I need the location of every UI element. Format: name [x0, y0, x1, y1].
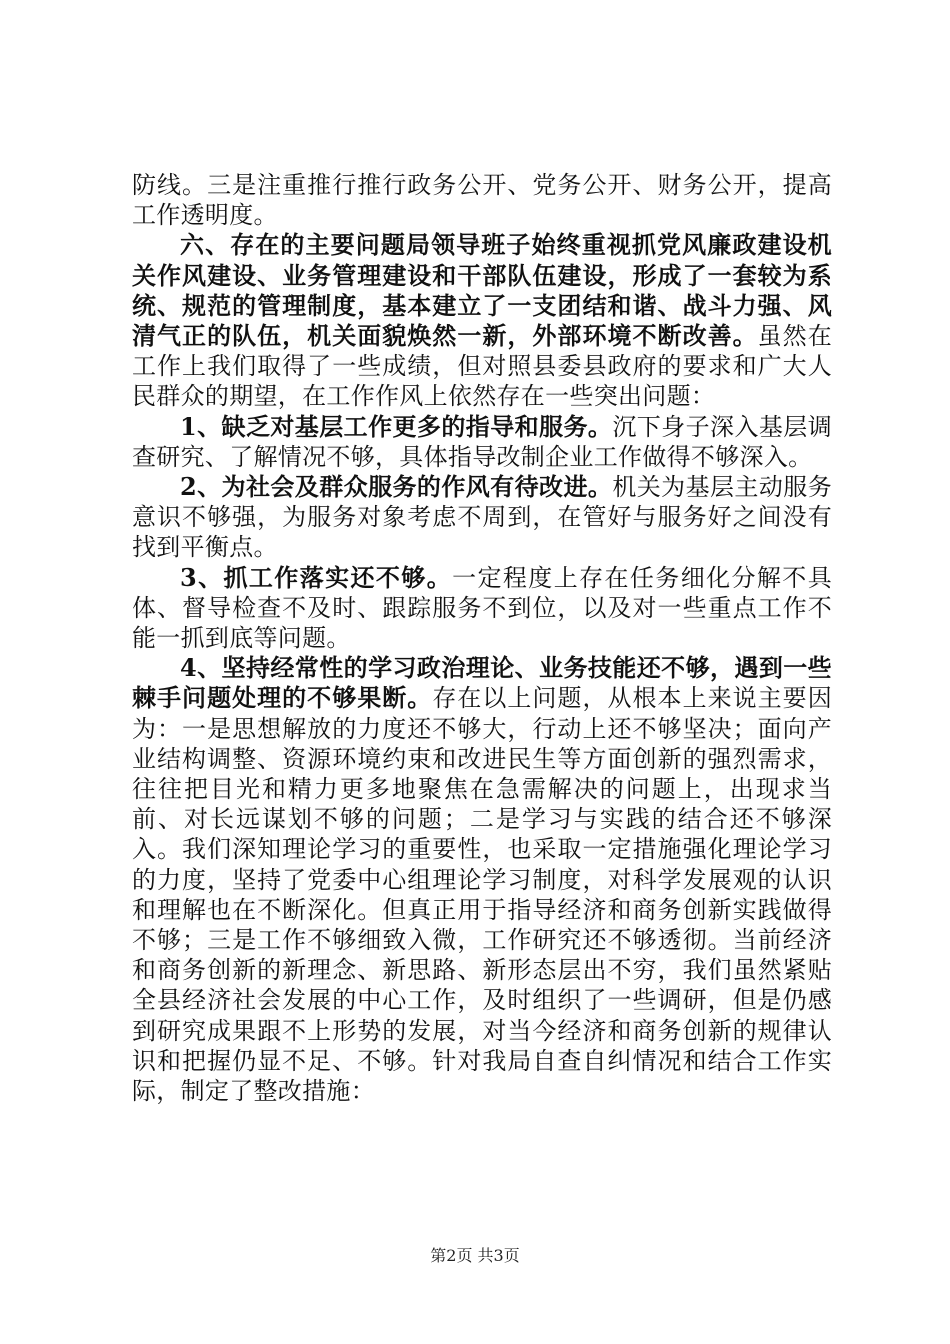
paragraph-continuation: [132, 170, 832, 230]
paragraph-text: 存在以上问题，从根本上来说主要因为：一是思想解放的力度还不够大，行动上还不够坚决；面向产业结构调整、资源环境约束和改进民生等方面创新的强烈需求，往往把目光和精力更多地聚焦在急需解决的问题上，出现求当前、对长远谋划不够的问题；二是学习与实践的结合还不够深入。我们深知理论学习的重要性，也采取一定措施强化理论学习的力度，坚持了党委中心组理论学习制度，对科学发展观的认识和理解也在不断深化。但真正用于指导经济和商务创新实践做得不够；三是工作不够细致入微，工作研究还不够透彻。当前经济和商务创新的新理念、新思路、新形态层出不穷，我们虽然紧贴全县经济社会发展的中心工作，及时组织了一些调研，但是仍感到研究成果跟不上形势的发展，对当今经济和商务创新的规律认识和把握仍显不足、不够。针对我局自查自纠情况和结合工作实际，制定了整改措施：: [132, 684, 832, 1106]
issue-heading: 4、坚持经常性的学习政治理论、业务技能还不够，遇到一些棘手问题处理的不够果断。: [132, 653, 832, 713]
paragraph-issue-1: [132, 412, 832, 472]
paragraph-text: 防线。三是注重推行推行政务公开、党务公开、财务公开，提高工作透明度。: [132, 171, 832, 230]
issue-heading: 3、抓工作落实还不够。: [180, 562, 453, 592]
page-number: 第2页 共3页: [430, 1246, 520, 1265]
paragraph-issue-4: [132, 653, 832, 1106]
paragraph-issue-3: [132, 563, 832, 654]
document-body: [132, 170, 832, 1106]
issue-heading: 2、为社会及群众服务的作风有待改进。: [180, 472, 613, 502]
paragraph-text: 虽然在工作上我们取得了一些成绩，但对照县委县政府的要求和广大人民群众的期望，在工作作风上依然存在一些突出问题：: [132, 322, 832, 411]
paragraph-text: 机关为基层主动服务意识不够强，为服务对象考虑不周到，在管好与服务好之间没有找到平衡点。: [132, 473, 832, 562]
page-footer: [0, 1243, 950, 1266]
paragraph-section-six: [132, 230, 832, 411]
paragraph-text: 沉下身子深入基层调查研究、了解情况不够，具体指导改制企业工作做得不够深入。: [132, 412, 832, 471]
paragraph-issue-2: [132, 472, 832, 563]
section-heading: 六、存在的主要问题局领导班子始终重视抓党风廉政建设机关作风建设、业务管理建设和干部队伍建设，形成了一套较为系统、规范的管理制度，基本建立了一支团结和谐、战斗力强、风清气正的队伍，机关面貌焕然一新，外部环境不断改善。: [132, 230, 832, 351]
paragraph-text: 一定程度上存在任务细化分解不具体、督导检查不及时、跟踪服务不到位，以及对一些重点工作不能一抓到底等问题。: [132, 563, 833, 653]
issue-heading: 1、缺乏对基层工作更多的指导和服务。: [180, 411, 613, 441]
